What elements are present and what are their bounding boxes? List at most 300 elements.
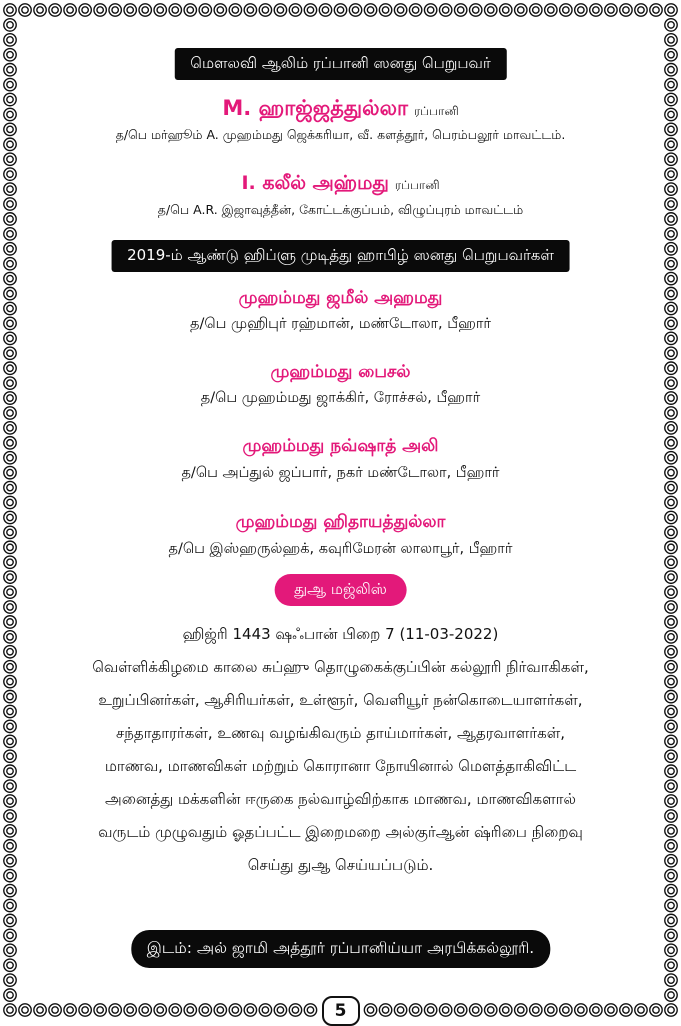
border-ring <box>4 825 16 837</box>
border-ring <box>665 332 677 344</box>
border-ring <box>4 347 16 359</box>
border-ring <box>665 481 677 493</box>
border-ring-inner <box>668 216 674 222</box>
border-ring-inner <box>7 365 13 371</box>
border-ring <box>4 213 16 225</box>
border-ring-inner <box>668 544 674 550</box>
border-ring-inner <box>668 126 674 132</box>
border-ring-inner <box>7 67 13 73</box>
border-ring <box>665 258 677 270</box>
dua-paragraph <box>28 618 653 882</box>
border-ring-inner <box>7 664 13 670</box>
border-ring <box>665 840 677 852</box>
border-ring <box>665 511 677 523</box>
border-ring <box>665 377 677 389</box>
border-ring-inner <box>668 410 674 416</box>
border-ring-inner <box>7 216 13 222</box>
border-ring-inner <box>7 186 13 192</box>
border-ring <box>665 899 677 911</box>
border-ring-inner <box>7 902 13 908</box>
border-ring <box>4 705 16 717</box>
border-ring <box>4 795 16 807</box>
border-ring <box>4 855 16 867</box>
border-ring <box>4 49 16 61</box>
border-ring <box>665 213 677 225</box>
border-ring-inner <box>668 425 674 431</box>
border-ring <box>4 586 16 598</box>
border-ring <box>4 914 16 926</box>
border-ring <box>4 108 16 120</box>
border-ring <box>665 347 677 359</box>
border-ring <box>665 750 677 762</box>
border-ring-inner <box>668 753 674 759</box>
border-ring-inner <box>653 1007 659 1013</box>
border-ring <box>4 780 16 792</box>
border-ring-inner <box>668 619 674 625</box>
border-ring-inner <box>668 783 674 789</box>
border-ring <box>665 586 677 598</box>
border-ring <box>4 631 16 643</box>
recipient-detail: த/பெ முஹிபுர் ரஹ்மான், மண்டோலா, பீஹார் <box>190 316 491 332</box>
border-ring <box>4 422 16 434</box>
border-ring <box>4 407 16 419</box>
dua-majlis-pill: துஆ மஜ்லிஸ் <box>274 574 407 606</box>
border-ring-inner <box>668 350 674 356</box>
border-ring <box>665 825 677 837</box>
border-ring <box>4 556 16 568</box>
border-ring <box>665 452 677 464</box>
border-ring-inner <box>7 753 13 759</box>
border-ring-inner <box>7 156 13 162</box>
border-ring <box>4 735 16 747</box>
border-ring <box>665 407 677 419</box>
border-ring-inner <box>668 887 674 893</box>
border-ring-inner <box>668 37 674 43</box>
border-ring-inner <box>7 977 13 983</box>
border-ring <box>665 183 677 195</box>
border-ring-inner <box>668 171 674 177</box>
border-ring-inner <box>668 469 674 475</box>
border-ring <box>665 765 677 777</box>
border-ring <box>665 884 677 896</box>
border-ring-inner <box>7 529 13 535</box>
border-ring-inner <box>668 678 674 684</box>
border-ring <box>4 989 16 1001</box>
border-ring-inner <box>7 350 13 356</box>
border-ring-inner <box>653 7 659 13</box>
border-ring-inner <box>668 261 674 267</box>
border-ring <box>665 287 677 299</box>
border-ring <box>4 526 16 538</box>
border-ring <box>665 810 677 822</box>
border-ring <box>665 631 677 643</box>
border-ring-inner <box>668 365 674 371</box>
recipient-title-suffix: ரப்பானி <box>394 178 440 192</box>
border-ring <box>665 168 677 180</box>
border-ring <box>665 392 677 404</box>
border-ring <box>4 1004 16 1016</box>
border-ring <box>665 108 677 120</box>
border-ring-inner <box>7 484 13 490</box>
border-ring-inner <box>7 305 13 311</box>
border-ring <box>4 362 16 374</box>
border-ring <box>665 317 677 329</box>
border-ring-inner <box>668 499 674 505</box>
border-ring-inner <box>7 649 13 655</box>
border-ring-inner <box>668 320 674 326</box>
border-ring <box>665 571 677 583</box>
border-ring-inner <box>7 440 13 446</box>
recipient-name: முஹம்மது நவ்ஷாத் அலி <box>242 436 439 456</box>
border-ring-inner <box>668 231 674 237</box>
border-ring <box>665 780 677 792</box>
section-banner-hifz: 2019-ம் ஆண்டு ஹிப்ளு முடித்து ஹாபிழ் ஸனது பெறுபவர்கள் <box>111 240 570 272</box>
dua-line: சந்தாதாரர்கள், உணவு வழங்கிவரும் தாய்மார்கள், ஆதரவாளர்கள், <box>116 724 565 742</box>
border-ring-inner <box>7 141 13 147</box>
border-ring-inner <box>7 634 13 640</box>
border-ring <box>4 34 16 46</box>
border-ring-inner <box>7 858 13 864</box>
border-ring-inner <box>668 634 674 640</box>
border-ring-inner <box>7 738 13 744</box>
border-ring <box>4 884 16 896</box>
border-ring-inner <box>7 872 13 878</box>
border-ring <box>665 78 677 90</box>
border-ring-inner <box>668 708 674 714</box>
border-ring-inner <box>668 947 674 953</box>
border-ring <box>4 840 16 852</box>
border-ring-inner <box>668 514 674 520</box>
border-ring <box>4 601 16 613</box>
border-ring <box>665 272 677 284</box>
border-ring-inner <box>668 186 674 192</box>
border-ring-inner <box>668 828 674 834</box>
border-ring-inner <box>668 589 674 595</box>
dua-line: செய்து துஆ செய்யப்படும். <box>247 856 434 874</box>
border-ring <box>665 49 677 61</box>
border-ring-inner <box>668 111 674 117</box>
border-ring-inner <box>668 813 674 819</box>
border-ring-inner <box>668 649 674 655</box>
border-ring <box>665 675 677 687</box>
border-ring <box>665 243 677 255</box>
recipient-name: முஹம்மது ஜமீல் அஹமது <box>238 288 443 308</box>
border-ring <box>4 302 16 314</box>
recipient-name <box>28 172 653 197</box>
dua-line: மாணவ, மாணவிகள் மற்றும் கொரானா நோயினால் மௌத்தாகிவிட்ட <box>104 757 577 775</box>
border-ring-inner <box>668 843 674 849</box>
border-ring-inner <box>7 693 13 699</box>
border-ring-inner <box>668 305 674 311</box>
border-ring-inner <box>668 67 674 73</box>
border-ring <box>665 228 677 240</box>
border-ring-inner <box>7 813 13 819</box>
border-ring-inner <box>668 275 674 281</box>
border-ring-inner <box>668 440 674 446</box>
border-ring-inner <box>7 768 13 774</box>
border-ring-inner <box>668 290 674 296</box>
border-ring <box>665 4 677 16</box>
border-ring <box>665 34 677 46</box>
border-ring-inner <box>7 96 13 102</box>
border-ring-inner <box>668 723 674 729</box>
border-ring <box>4 317 16 329</box>
border-ring <box>4 392 16 404</box>
border-ring-inner <box>7 589 13 595</box>
border-ring <box>665 198 677 210</box>
border-ring-inner <box>7 275 13 281</box>
border-ring <box>665 616 677 628</box>
border-ring <box>665 302 677 314</box>
border-ring <box>665 720 677 732</box>
border-ring <box>4 452 16 464</box>
border-ring-inner <box>668 738 674 744</box>
border-ring-inner <box>7 962 13 968</box>
border-ring-inner <box>668 574 674 580</box>
border-ring <box>4 720 16 732</box>
border-ring-inner <box>7 619 13 625</box>
border-ring <box>665 526 677 538</box>
border-ring <box>4 168 16 180</box>
recipient-name-text: I. கலீல் அஹ்மது <box>241 172 389 194</box>
border-ring <box>665 437 677 449</box>
dua-line: உறுப்பினர்கள், ஆசிரியர்கள், உள்ளூர், வெளியூர் நன்கொடையாளர்கள், <box>98 691 583 709</box>
border-ring <box>4 4 16 16</box>
border-ring <box>665 929 677 941</box>
border-ring <box>4 511 16 523</box>
border-ring-inner <box>7 708 13 714</box>
recipient-name <box>28 96 653 123</box>
border-ring <box>665 959 677 971</box>
border-ring-inner <box>7 246 13 252</box>
border-ring <box>4 616 16 628</box>
border-ring-inner <box>7 887 13 893</box>
border-ring-inner <box>7 111 13 117</box>
border-ring <box>4 810 16 822</box>
border-ring-inner <box>668 96 674 102</box>
border-ring <box>665 661 677 673</box>
border-ring-inner <box>7 678 13 684</box>
border-ring-inner <box>668 902 674 908</box>
border-ring-inner <box>7 843 13 849</box>
recipient-name: முஹம்மது ஹிதாயத்துல்லா <box>235 512 446 532</box>
border-ring <box>4 496 16 508</box>
border-ring <box>665 705 677 717</box>
border-ring <box>665 1004 677 1016</box>
border-ring <box>4 661 16 673</box>
border-ring <box>665 974 677 986</box>
border-ring-inner <box>668 962 674 968</box>
border-ring <box>4 287 16 299</box>
border-ring <box>4 243 16 255</box>
border-ring-inner <box>668 529 674 535</box>
border-ring <box>665 19 677 31</box>
venue-banner: இடம்: அல் ஜாமி அத்தூர் ரப்பானிய்யா அரபிக்கல்லூரி. <box>131 930 550 968</box>
border-ring-inner <box>668 604 674 610</box>
border-ring-inner <box>668 395 674 401</box>
border-ring-inner <box>7 395 13 401</box>
border-ring-inner <box>7 1007 13 1013</box>
border-ring <box>665 855 677 867</box>
border-ring-inner <box>7 201 13 207</box>
border-ring <box>665 422 677 434</box>
border-ring <box>4 272 16 284</box>
border-ring <box>665 869 677 881</box>
border-ring-inner <box>7 828 13 834</box>
border-ring-inner <box>7 410 13 416</box>
border-ring-inner <box>668 156 674 162</box>
border-ring-inner <box>668 246 674 252</box>
border-ring-inner <box>7 290 13 296</box>
recipient-title-suffix: ரப்பானி <box>413 104 459 118</box>
border-ring <box>4 78 16 90</box>
border-ring <box>665 735 677 747</box>
border-ring <box>4 198 16 210</box>
border-ring-inner <box>668 977 674 983</box>
border-ring-inner <box>7 544 13 550</box>
border-ring <box>4 93 16 105</box>
border-ring <box>665 123 677 135</box>
recipient-detail: த/பெ அப்துல் ஜப்பார், நகர் மண்டோலா, பீஹார் <box>181 465 500 481</box>
page-content <box>28 0 653 1024</box>
border-ring <box>665 466 677 478</box>
border-ring <box>4 541 16 553</box>
border-ring <box>4 690 16 702</box>
dua-line: வருடம் முழுவதும் ஓதப்பட்ட இறைமறை அல்குர்ஆன் ஷ்ரிபை நிறைவு <box>98 823 583 841</box>
border-ring-inner <box>7 380 13 386</box>
border-ring-inner <box>7 455 13 461</box>
border-ring-inner <box>668 484 674 490</box>
border-ring <box>4 466 16 478</box>
border-ring <box>665 64 677 76</box>
border-ring-inner <box>7 499 13 505</box>
border-ring <box>665 944 677 956</box>
border-ring <box>4 228 16 240</box>
dua-line: அனைத்து மக்களின் ஈருகை நல்வாழ்விற்காக மாணவ, மாணவிகளால் <box>105 790 576 808</box>
border-ring-inner <box>668 141 674 147</box>
border-ring <box>4 899 16 911</box>
border-ring-inner <box>668 932 674 938</box>
border-ring <box>665 601 677 613</box>
page-number: 5 <box>322 996 360 1026</box>
border-ring-inner <box>7 81 13 87</box>
border-ring <box>4 183 16 195</box>
border-ring-inner <box>668 768 674 774</box>
border-ring <box>4 481 16 493</box>
border-ring-inner <box>7 320 13 326</box>
border-ring <box>4 974 16 986</box>
dua-line: ஹிஜ்ரி 1443 ஷஃபான் பிறை 7 (11-03-2022) <box>182 625 499 643</box>
border-ring-inner <box>7 992 13 998</box>
recipient-detail: த/பெ A.R. இஜாவுத்தீன், கோட்டக்குப்பம், விழுப்புரம் மாவட்டம் <box>157 202 524 217</box>
border-ring-inner <box>668 559 674 565</box>
border-ring-inner <box>7 559 13 565</box>
border-ring-inner <box>7 126 13 132</box>
border-ring <box>665 541 677 553</box>
recipient-name-text: M. ஹாஜ்ஜத்துல்லா <box>222 96 408 120</box>
border-ring <box>665 138 677 150</box>
border-ring-inner <box>7 469 13 475</box>
border-ring-inner <box>668 872 674 878</box>
border-ring-inner <box>668 22 674 28</box>
border-ring-inner <box>7 425 13 431</box>
border-ring-inner <box>668 917 674 923</box>
border-ring-inner <box>7 261 13 267</box>
border-ring <box>665 914 677 926</box>
border-ring <box>4 646 16 658</box>
border-ring-inner <box>7 22 13 28</box>
border-ring-inner <box>668 201 674 207</box>
border-ring <box>665 496 677 508</box>
border-ring-inner <box>668 7 674 13</box>
border-ring <box>4 675 16 687</box>
border-ring-inner <box>7 335 13 341</box>
recipient-detail: த/பெ முஹம்மது ஜாக்கிர், ரோச்சல், பீஹார் <box>200 390 481 406</box>
border-ring-inner <box>7 52 13 58</box>
section-banner-aalim: மௌலவி ஆலிம் ரப்பானி ஸனது பெறுபவர் <box>174 48 506 80</box>
border-ring-inner <box>668 798 674 804</box>
border-ring-inner <box>7 37 13 43</box>
border-ring-inner <box>7 7 13 13</box>
border-ring-inner <box>7 574 13 580</box>
border-ring-inner <box>7 917 13 923</box>
border-ring-inner <box>7 783 13 789</box>
border-ring-inner <box>7 231 13 237</box>
border-ring-inner <box>668 335 674 341</box>
border-ring <box>665 795 677 807</box>
border-ring <box>665 362 677 374</box>
border-ring <box>4 377 16 389</box>
border-ring <box>4 258 16 270</box>
border-ring-inner <box>7 514 13 520</box>
border-ring <box>4 765 16 777</box>
border-ring <box>665 153 677 165</box>
border-ring-inner <box>668 664 674 670</box>
recipient-detail: த/பெ மர்ஹூம் A. முஹம்மது ஜெக்கரியா, வீ. களத்தூர், பெரம்பலூர் மாவட்டம். <box>115 127 566 142</box>
border-ring-inner <box>668 81 674 87</box>
border-ring <box>4 929 16 941</box>
border-ring <box>665 690 677 702</box>
border-ring <box>4 571 16 583</box>
border-ring-inner <box>7 604 13 610</box>
border-ring <box>4 153 16 165</box>
border-ring <box>4 750 16 762</box>
border-ring <box>4 437 16 449</box>
border-ring-inner <box>668 455 674 461</box>
border-ring-inner <box>7 932 13 938</box>
border-ring <box>4 869 16 881</box>
border-ring-inner <box>7 798 13 804</box>
recipient-detail: த/பெ இஸ்ஹருல்ஹக், கவுரிமேரன் லாலாபூர், பீஹார் <box>168 541 513 557</box>
dua-line: வெள்ளிக்கிழமை காலை சுப்ஹு தொழுகைக்குப்பின் கல்லூரி நிர்வாகிகள், <box>92 658 589 676</box>
border-ring <box>4 64 16 76</box>
border-ring-inner <box>668 380 674 386</box>
border-ring <box>4 959 16 971</box>
border-ring <box>665 646 677 658</box>
border-ring-inner <box>668 693 674 699</box>
border-ring <box>4 138 16 150</box>
border-ring-inner <box>668 1007 674 1013</box>
border-ring-inner <box>668 52 674 58</box>
border-ring-inner <box>7 723 13 729</box>
border-ring-inner <box>668 992 674 998</box>
border-ring <box>4 944 16 956</box>
border-ring <box>4 332 16 344</box>
border-ring-inner <box>7 171 13 177</box>
border-ring <box>665 93 677 105</box>
border-ring <box>665 556 677 568</box>
recipient-name: முஹம்மது பைசல் <box>270 362 411 382</box>
